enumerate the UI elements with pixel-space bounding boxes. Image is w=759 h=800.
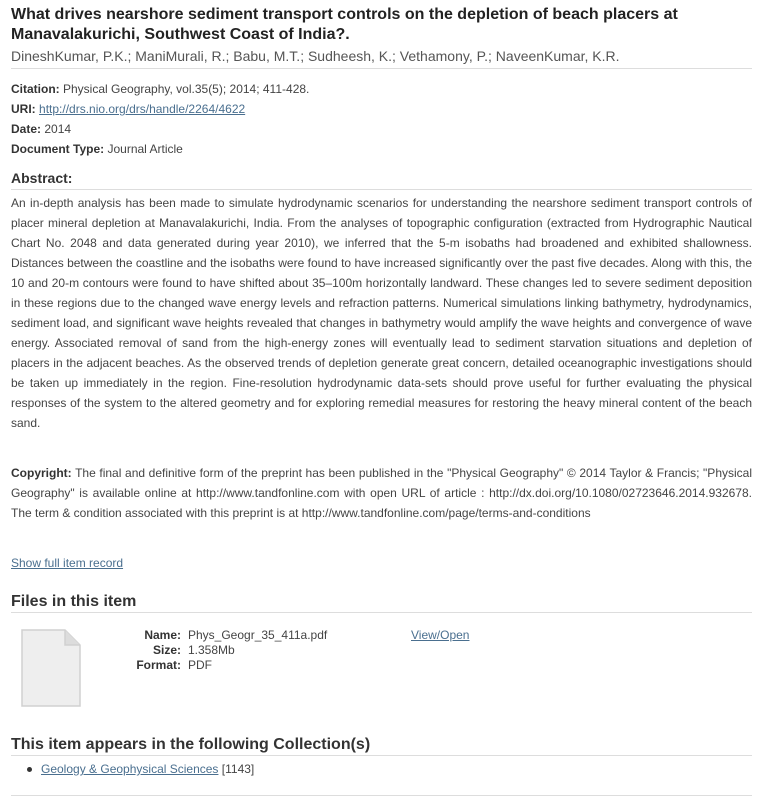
file-details bbox=[105, 628, 327, 673]
uri-label: URI: bbox=[11, 102, 36, 116]
file-size-label: Size: bbox=[152, 643, 181, 657]
abstract-heading: Abstract: bbox=[11, 170, 73, 186]
file-name-value: Phys_Geogr_35_411a.pdf bbox=[188, 628, 328, 642]
file-format-value: PDF bbox=[188, 658, 212, 672]
doctype-row bbox=[11, 141, 183, 157]
list-item bbox=[25, 761, 254, 777]
copyright-block bbox=[11, 463, 752, 523]
doctype-value: Journal Article bbox=[107, 142, 183, 156]
abstract-text: An in-depth analysis has been made to simulate hydrodynamic scenarios for understanding the nearshore sediment transport controls of placer mineral depletion at Manavalakurichi, India. From the analyses of topographic configuration (extracted from Hydrographic Nautical Chart No. 2048 and data generated during year 2010), we inferred that the 5-m isobaths had broadened and exhibited shallowness. Distances between the coastline and the isobaths were found to have increased significantly over the past five decades. Along with this, the 10 and 20-m contours were found to have shifted about 35–100m horizontally landward. These changes led to severe sediment deposition in these regions due to the changed wave energy levels and refraction patterns. Numerical simulations linking bathymetry, hydrodynamics, sediment load, and significant wave heights revealed that changes in bathymetry would amplify the wave heights and convergence of wave energy. Associated removal of sand from the high-energy zones will eventually lead to sediment starvation situations and depletion of placers in the adjacent beaches. As the observed trends of depletion generate great concern, detailed oceanographic investigations should be taken up immediately in the region. Fine-resolution hydrodynamic data-sets should prove useful for further evaluating the physical responses of the system to the altered geometry and for exploring remedial measures for restoring the heavy mineral content of the beach sand. bbox=[11, 196, 752, 430]
file-size-value: 1.358Mb bbox=[188, 643, 235, 657]
collections-heading: This item appears in the following Collection(s) bbox=[11, 736, 371, 753]
title-divider bbox=[11, 68, 752, 69]
uri-row bbox=[11, 101, 245, 117]
uri-link[interactable]: http://drs.nio.org/drs/handle/2264/4622 bbox=[39, 102, 246, 116]
citation-value: Physical Geography, vol.35(5); 2014; 411-428. bbox=[63, 82, 310, 96]
file-size-row bbox=[105, 643, 327, 658]
item-title: What drives nearshore sediment transport controls on the depletion of beach placers at Manavalakurichi, Southwest Coast of India?. bbox=[11, 6, 678, 43]
copyright-text: The final and definitive form of the preprint has been published in the "Physical Geography" © 2014 Taylor & Francis; "Physical Geography" is available online at http://www.tandfonline.com with open URL of article : http://dx.doi.org/10.1080/02723646.2014.932678. The term & condition associated with this preprint is at http://www.tandfonline.com/page/terms-and-conditions bbox=[11, 466, 752, 520]
doctype-label: Document Type: bbox=[11, 142, 105, 156]
file-name-row bbox=[105, 628, 327, 643]
date-label: Date: bbox=[11, 122, 42, 136]
collections-divider bbox=[11, 755, 752, 756]
document-file-icon[interactable] bbox=[19, 627, 83, 709]
copyright-label: Copyright: bbox=[11, 466, 72, 480]
show-full-record-link[interactable]: Show full item record bbox=[11, 556, 124, 570]
abstract-divider bbox=[11, 189, 752, 190]
date-row bbox=[11, 121, 71, 137]
files-heading: Files in this item bbox=[11, 593, 137, 610]
collections-list bbox=[25, 761, 254, 777]
file-format-row bbox=[105, 658, 327, 673]
files-divider bbox=[11, 612, 752, 613]
citation-row bbox=[11, 81, 309, 97]
date-value: 2014 bbox=[44, 122, 72, 136]
footer-divider bbox=[11, 795, 752, 796]
view-open-link[interactable]: View/Open bbox=[411, 628, 470, 642]
citation-label: Citation: bbox=[11, 82, 60, 96]
collection-count: [1143] bbox=[221, 762, 255, 776]
file-name-label: Name: bbox=[144, 628, 181, 642]
collection-link[interactable]: Geology & Geophysical Sciences bbox=[41, 762, 219, 776]
item-authors: DineshKumar, P.K.; ManiMurali, R.; Babu, M.T.; Sudheesh, K.; Vethamony, P.; NaveenKumar, K.R. bbox=[11, 48, 620, 64]
file-format-label: Format: bbox=[136, 658, 181, 672]
